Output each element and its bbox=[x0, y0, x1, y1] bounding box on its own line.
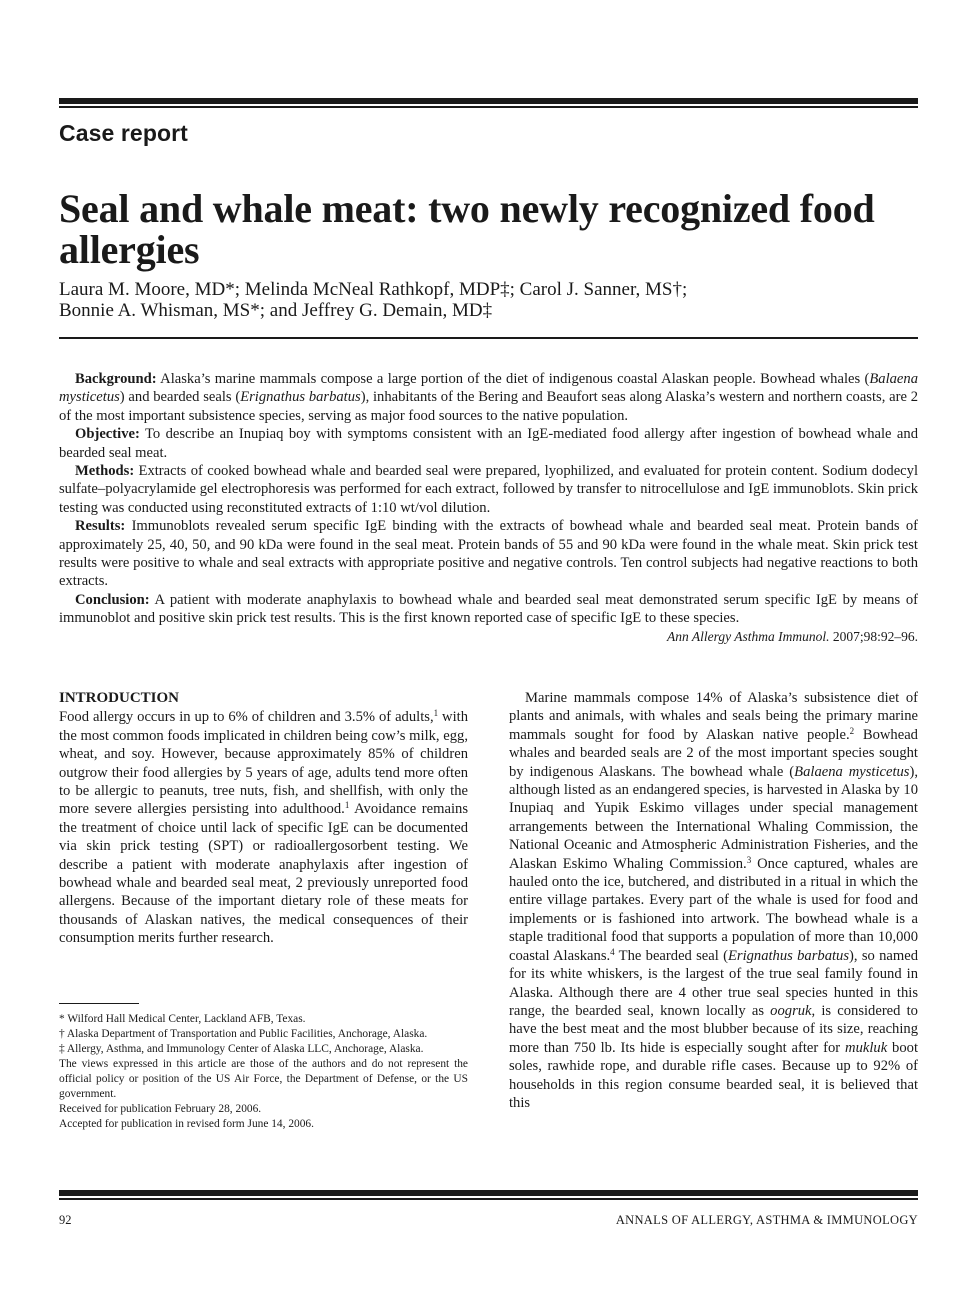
authors-line-2: Bonnie A. Whisman, MS*; and Jeffrey G. Demain, MD‡ bbox=[59, 300, 493, 321]
background-label: Background: bbox=[75, 371, 157, 387]
methods-label: Methods: bbox=[75, 463, 135, 480]
header-rule-thin bbox=[59, 106, 918, 108]
species-name: Balaena mysticetus bbox=[59, 371, 918, 406]
header-rule-thick bbox=[59, 98, 918, 104]
footnote-affiliation: † Alaska Department of Transportation and Public Facilities, Anchorage, Alaska. bbox=[59, 1028, 428, 1040]
conclusion-label: Conclusion: bbox=[75, 591, 150, 608]
journal-name: ANNALS OF ALLERGY, ASTHMA & IMMUNOLOGY bbox=[615, 1213, 918, 1227]
left-column bbox=[59, 689, 468, 948]
abstract bbox=[59, 370, 918, 646]
footnote-disclaimer: The views expressed in this article are those of the authors and do not represent the official policy or position of the US Air Force, the Department of Defense, or the US government. bbox=[59, 1058, 468, 1100]
authors-line-1: Laura M. Moore, MD*; Melinda McNeal Rathkopf, MDP‡; Carol J. Sanner, MS†; bbox=[59, 279, 688, 300]
reference-marker: 3 bbox=[746, 854, 752, 865]
objective-label: Objective: bbox=[75, 426, 140, 443]
reference-marker: 4 bbox=[610, 946, 615, 957]
footnote-affiliation: * Wilford Hall Medical Center, Lackland AFB, Texas. bbox=[59, 1013, 306, 1025]
species-name: Balaena mysticetus bbox=[794, 763, 910, 780]
footer-rule-thick bbox=[59, 1190, 918, 1196]
footer-rule-thin bbox=[59, 1198, 918, 1200]
abstract-results: Results: Immunoblots revealed serum specific IgE binding with the extracts of bowhead whale and bearded seal meat. Protein bands of approximately 25, 40, 50, and 90 kDa were found in the seal meat. Protein bands of 55 and 90 kDa were found in the whale meat. Skin prick test results were positive to whale and seal extracts with appropriate positive and negative controls. Ten control subjects had negative reactions to both extracts. bbox=[59, 518, 918, 590]
footnote-received: Received for publication February 28, 2006. bbox=[59, 1103, 262, 1115]
reference-marker: 2 bbox=[849, 725, 855, 736]
footnote-rule bbox=[59, 1003, 139, 1004]
citation: Ann Allergy Asthma Immunol. 2007;98:92–96. bbox=[666, 628, 918, 644]
body-paragraph: Marine mammals compose 14% of Alaska’s subsistence diet of plants and animals, with whales and seals being the primary marine mammals sought for food by Alaskan native people.$^2$ Bowhead whales and bearded seals are 2 of the most important species sought by indigenous Alaskans. The bowhead whale (Balaena mysticetus), although listed as an endangered species, is harvested in Alaska by 10 Inupiaq and Yupik Eskimo villages under special management arrangements between the International Whaling Commission, the National Oceanic and Atmospheric Administration Fisheries, and the Alaskan Eskimo Whaling Commission.$^3$ Once captured, whales are hauled onto the ice, butchered, and distributed in a ritual in which the entire village partakes. Every part of the whale is used for food and implements or is fashioned into artwork. The bowhead whale is a staple traditional food that supports a population of more than 10,000 coastal Alaskans.$^4$ The bearded seal (Erignathus barbatus), so named for its white whiskers, is the largest of the true seal family found in Alaska. Although there are 4 other true seal species hunted in this range, the bearded seal, known locally as oogruk, is considered to have the best meat and the most blubber because of its size, reaching more than 750 lb. Its hide is especially sought after for mukluk boot soles, rawhide rope, and durable rifle cases. Because up to 92% of households in this region consume bearded seal, it is believed that this bbox=[509, 690, 919, 1111]
right-column bbox=[509, 689, 918, 1112]
reference-marker: 1 bbox=[433, 708, 439, 719]
species-name: Erignathus barbatus bbox=[240, 389, 361, 406]
abstract-objective: Objective: To describe an Inupiaq boy with symptoms consistent with an IgE-mediated food allergy after ingestion of bowhead whale and bearded seal meat. bbox=[59, 426, 918, 461]
results-label: Results: bbox=[75, 518, 126, 535]
article-title: Seal and whale meat: two newly recognized food allergies bbox=[59, 186, 875, 272]
footnotes bbox=[59, 1012, 468, 1132]
abstract-methods: Methods: Extracts of cooked bowhead whale and bearded seal were prepared, lyophilized, and evaluated for protein content. Sodium dodecyl sulfate–polyacrylamide gel electrophoresis was performed for each extract, followed by transfer to nitrocellulose and IgE immunoblots. Skin prick testing was conducted using reconstituted extracts of 1:10 wt/vol dilution. bbox=[59, 463, 918, 516]
species-name: Erignathus barbatus bbox=[727, 947, 850, 964]
introduction-heading: INTRODUCTION bbox=[59, 690, 180, 706]
footnote-affiliation: ‡ Allergy, Asthma, and Immunology Center of Alaska LLC, Anchorage, Alaska. bbox=[59, 1043, 424, 1055]
footnote-accepted: Accepted for publication in revised form June 14, 2006. bbox=[59, 1118, 314, 1130]
authors-divider bbox=[59, 337, 918, 339]
local-term: mukluk bbox=[845, 1039, 888, 1056]
author-list bbox=[59, 279, 919, 321]
abstract-background: Background: Alaska’s marine mammals compose a large portion of the diet of indigenous coastal Alaskan people. Bowhead whales (Balaena mysticetus) and bearded seals (Erignathus barbatus), inhabitants of the Bering and Beaufort seas along Alaska’s western and northern coasts, are 2 of the most important subsistence species, serving as major food sources to the native population. bbox=[59, 371, 918, 424]
abstract-conclusion: Conclusion: A patient with moderate anaphylaxis to bowhead whale and bearded seal meat demonstrated serum specific IgE by means of immunoblot and positive skin prick test results. This is the first known reported case of specific IgE to these species. bbox=[59, 591, 918, 627]
introduction-paragraph: Food allergy occurs in up to 6% of children and 3.5% of adults,$^1$ with the most common foods implicated in children being cow’s milk, egg, wheat, and soy. However, because approximately 85% of children outgrow their food allergies by 5 years of age, adults tend more often to be allergic to peanuts, tree nuts, fish, and shellfish, with only the more severe allergies persisting into adulthood.$^1$ Avoidance remains the treatment of choice until lack of specific IgE can be documented via skin prick testing (SPT) or radioallergosorbent testing. We describe a patient with moderate anaphylaxis after ingestion of bowhead whale and bearded seal meat, 2 previously unreported food allergens. Because of the important dietary role of these meats for thousands of Alaskan natives, the medical consequences of their consumption merits further research. bbox=[59, 708, 468, 947]
reference-marker: 1 bbox=[344, 800, 350, 811]
page-number: 92 bbox=[59, 1213, 72, 1227]
section-label: Case report bbox=[59, 120, 188, 146]
local-term: oogruk bbox=[770, 1002, 812, 1019]
